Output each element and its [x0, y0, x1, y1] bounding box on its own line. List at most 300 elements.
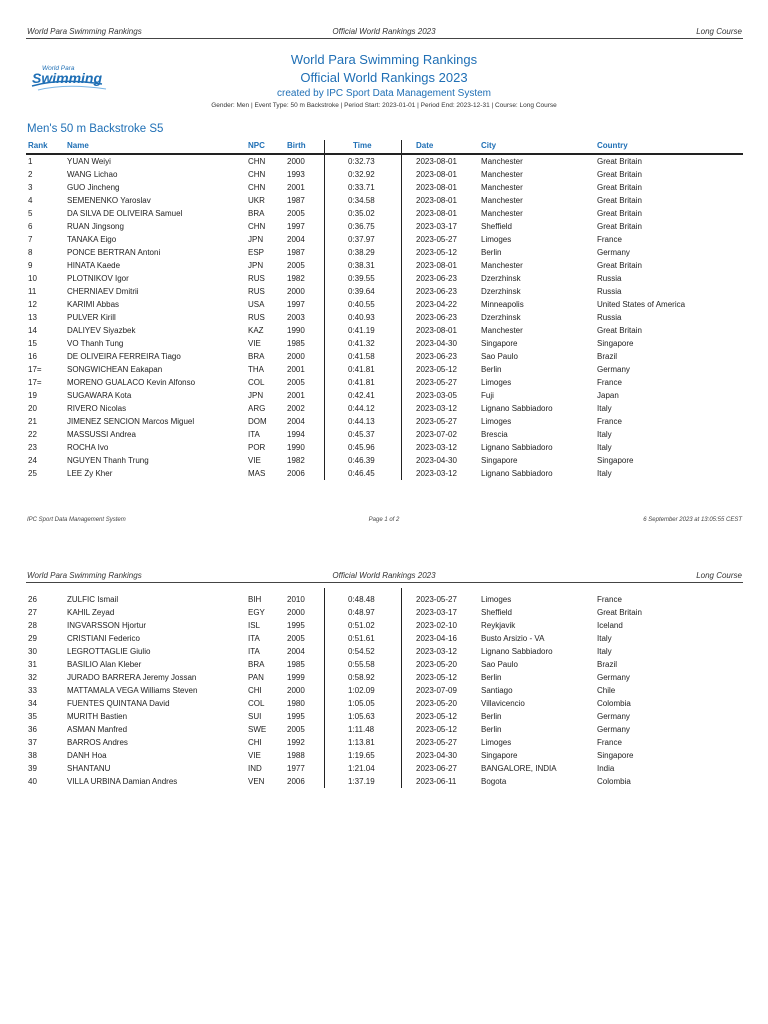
cell-rank: 26: [28, 595, 37, 604]
cell-rank: 24: [28, 456, 37, 465]
cell-date: 2023-05-27: [416, 738, 457, 747]
cell-time: 1:11.48: [348, 725, 375, 734]
cell-country: Italy: [597, 469, 612, 478]
cell-rank: 1: [28, 157, 33, 166]
cell-npc: MAS: [248, 469, 266, 478]
cell-birth: 2006: [287, 469, 305, 478]
cell-npc: SWE: [248, 725, 267, 734]
cell-birth: 1985: [287, 339, 305, 348]
cell-city: Berlin: [481, 365, 502, 374]
cell-city: Brescia: [481, 430, 508, 439]
cell-name: HINATA Kaede: [67, 261, 121, 270]
cell-city: Lignano Sabbiadoro: [481, 404, 553, 413]
cell-time: 0:51.02: [348, 621, 375, 630]
cell-name: DA SILVA DE OLIVEIRA Samuel: [67, 209, 183, 218]
cell-birth: 1994: [287, 430, 305, 439]
cell-country: France: [597, 595, 622, 604]
cell-country: Great Britain: [597, 183, 642, 192]
cell-npc: RUS: [248, 313, 265, 322]
cell-npc: BRA: [248, 660, 265, 669]
cell-birth: 2000: [287, 608, 305, 617]
cell-npc: ITA: [248, 430, 260, 439]
cell-name: RUAN Jingsong: [67, 222, 124, 231]
cell-birth: 1977: [287, 764, 305, 773]
cell-name: SUGAWARA Kota: [67, 391, 132, 400]
cell-npc: VIE: [248, 456, 261, 465]
logo-line1: World Para: [42, 65, 75, 72]
cell-rank: 3: [28, 183, 33, 192]
cell-name: SONGWICHEAN Eakapan: [67, 365, 163, 374]
cell-npc: RUS: [248, 287, 265, 296]
cell-name: YUAN Weiyi: [67, 157, 111, 166]
cell-birth: 1992: [287, 738, 305, 747]
cell-city: Dzerzhinsk: [481, 313, 521, 322]
cell-country: India: [597, 764, 615, 773]
cell-time: 0:39.64: [348, 287, 375, 296]
cell-rank: 17=: [28, 378, 42, 387]
cell-date: 2023-06-11: [416, 777, 457, 786]
page2-header-center: Official World Rankings 2023: [332, 571, 436, 580]
col-date: Date: [416, 141, 434, 150]
cell-rank: 13: [28, 313, 37, 322]
cell-country: Russia: [597, 287, 622, 296]
cell-npc: JPN: [248, 261, 264, 270]
cell-date: 2023-06-27: [416, 764, 457, 773]
cell-rank: 30: [28, 647, 37, 656]
cell-birth: 2006: [287, 777, 305, 786]
cell-city: Singapore: [481, 339, 518, 348]
cell-birth: 1997: [287, 222, 305, 231]
page2-header-left: World Para Swimming Rankings: [27, 571, 142, 580]
vsep-time-right-p1: [401, 140, 402, 480]
cell-date: 2023-02-10: [416, 621, 457, 630]
cell-country: Germany: [597, 712, 630, 721]
cell-rank: 29: [28, 634, 37, 643]
cell-city: Bogota: [481, 777, 507, 786]
event-title: Men's 50 m Backstroke S5: [27, 123, 164, 135]
cell-npc: BRA: [248, 209, 265, 218]
cell-birth: 2002: [287, 404, 305, 413]
cell-time: 0:40.55: [348, 300, 375, 309]
cell-npc: VIE: [248, 751, 261, 760]
cell-name: DANH Hoa: [67, 751, 107, 760]
cell-npc: ITA: [248, 647, 260, 656]
cell-country: Russia: [597, 274, 622, 283]
cell-city: Lignano Sabbiadoro: [481, 647, 553, 656]
cell-date: 2023-03-17: [416, 222, 457, 231]
col-name: Name: [67, 141, 89, 150]
cell-country: Italy: [597, 404, 612, 413]
cell-npc: PAN: [248, 673, 264, 682]
cell-city: Berlin: [481, 712, 502, 721]
cell-time: 1:37.19: [348, 777, 375, 786]
cell-date: 2023-04-30: [416, 456, 457, 465]
cell-city: Limoges: [481, 378, 512, 387]
page-header-left: World Para Swimming Rankings: [27, 27, 142, 36]
cell-birth: 1982: [287, 274, 305, 283]
cell-time: 0:39.55: [348, 274, 375, 283]
cell-birth: 2001: [287, 365, 305, 374]
cell-city: Limoges: [481, 595, 512, 604]
cell-date: 2023-03-05: [416, 391, 457, 400]
cell-name: BASILIO Alan Kleber: [67, 660, 142, 669]
cell-name: MATTAMALA VEGA Williams Steven: [67, 686, 198, 695]
cell-rank: 28: [28, 621, 37, 630]
cell-birth: 2004: [287, 417, 305, 426]
cell-birth: 2005: [287, 725, 305, 734]
cell-country: Great Britain: [597, 608, 642, 617]
cell-npc: THA: [248, 365, 264, 374]
cell-date: 2023-05-12: [416, 365, 457, 374]
cell-name: DALIYEV Siyazbek: [67, 326, 136, 335]
cell-rank: 31: [28, 660, 37, 669]
cell-city: Reykjavik: [481, 621, 516, 630]
cell-country: France: [597, 417, 622, 426]
cell-rank: 25: [28, 469, 37, 478]
cell-date: 2023-08-01: [416, 157, 457, 166]
cell-birth: 2000: [287, 287, 305, 296]
cell-time: 1:13.81: [348, 738, 375, 747]
cell-city: BANGALORE, INDIA: [481, 764, 557, 773]
cell-npc: ARG: [248, 404, 266, 413]
cell-birth: 2001: [287, 183, 305, 192]
cell-time: 0:41.81: [348, 378, 375, 387]
cell-npc: CHN: [248, 222, 266, 231]
cell-date: 2023-08-01: [416, 261, 457, 270]
cell-name: WANG Lichao: [67, 170, 118, 179]
cell-city: Lignano Sabbiadoro: [481, 443, 553, 452]
cell-city: Fuji: [481, 391, 494, 400]
cell-city: Singapore: [481, 751, 518, 760]
cell-rank: 34: [28, 699, 37, 708]
cell-country: Singapore: [597, 751, 634, 760]
cell-rank: 4: [28, 196, 33, 205]
cell-date: 2023-07-09: [416, 686, 457, 695]
cell-birth: 1995: [287, 621, 305, 630]
cell-country: Japan: [597, 391, 619, 400]
cell-date: 2023-05-12: [416, 248, 457, 257]
vsep-time-left-p1: [324, 140, 325, 480]
cell-npc: BIH: [248, 595, 262, 604]
cell-rank: 37: [28, 738, 37, 747]
cell-date: 2023-05-20: [416, 660, 457, 669]
cell-date: 2023-04-30: [416, 751, 457, 760]
cell-rank: 27: [28, 608, 37, 617]
col-city: City: [481, 141, 497, 150]
cell-country: Italy: [597, 634, 612, 643]
cell-country: Colombia: [597, 699, 631, 708]
cell-date: 2023-05-27: [416, 417, 457, 426]
cell-rank: 20: [28, 404, 37, 413]
cell-name: DE OLIVEIRA FERREIRA Tiago: [67, 352, 181, 361]
cell-city: Lignano Sabbiadoro: [481, 469, 553, 478]
cell-time: 0:35.02: [348, 209, 375, 218]
cell-country: Great Britain: [597, 326, 642, 335]
cell-country: Iceland: [597, 621, 623, 630]
cell-date: 2023-06-23: [416, 274, 457, 283]
cell-country: Italy: [597, 647, 612, 656]
cell-city: Manchester: [481, 196, 523, 205]
cell-npc: COL: [248, 378, 265, 387]
cell-name: MORENO GUALACO Kevin Alfonso: [67, 378, 196, 387]
cell-date: 2023-05-27: [416, 595, 457, 604]
cell-time: 0:41.19: [348, 326, 375, 335]
cell-name: ASMAN Manfred: [67, 725, 128, 734]
col-npc: NPC: [248, 141, 265, 150]
cell-city: Santiago: [481, 686, 513, 695]
cell-birth: 2000: [287, 352, 305, 361]
cell-time: 0:37.97: [348, 235, 375, 244]
cell-city: Berlin: [481, 673, 502, 682]
cell-birth: 2001: [287, 391, 305, 400]
cell-time: 0:51.61: [348, 634, 375, 643]
cell-city: Manchester: [481, 326, 523, 335]
cell-date: 2023-04-22: [416, 300, 457, 309]
cell-name: BARROS Andres: [67, 738, 128, 747]
cell-npc: CHN: [248, 170, 266, 179]
cell-name: VILLA URBINA Damian Andres: [67, 777, 178, 786]
cell-city: Singapore: [481, 456, 518, 465]
cell-city: Limoges: [481, 417, 512, 426]
cell-city: Manchester: [481, 209, 523, 218]
cell-rank: 5: [28, 209, 33, 218]
cell-birth: 2005: [287, 209, 305, 218]
cell-city: Limoges: [481, 738, 512, 747]
cell-time: 0:46.45: [348, 469, 375, 478]
cell-rank: 40: [28, 777, 37, 786]
cell-name: PONCE BERTRAN Antoni: [67, 248, 161, 257]
col-country: Country: [597, 141, 628, 150]
cell-name: KAHIL Zeyad: [67, 608, 115, 617]
cell-date: 2023-08-01: [416, 196, 457, 205]
cell-name: ZULFIC Ismail: [67, 595, 119, 604]
cell-time: 1:05.05: [348, 699, 375, 708]
cell-date: 2023-03-12: [416, 647, 457, 656]
cell-rank: 23: [28, 443, 37, 452]
cell-time: 1:21.04: [348, 764, 375, 773]
cell-time: 0:55.58: [348, 660, 375, 669]
cell-country: Singapore: [597, 456, 634, 465]
cell-date: 2023-05-12: [416, 673, 457, 682]
cell-city: Manchester: [481, 261, 523, 270]
cell-birth: 1988: [287, 751, 305, 760]
cell-country: Singapore: [597, 339, 634, 348]
header-divider: [26, 38, 743, 39]
cell-time: 0:32.73: [348, 157, 375, 166]
cell-time: 0:41.32: [348, 339, 375, 348]
cell-rank: 12: [28, 300, 37, 309]
cell-country: Italy: [597, 443, 612, 452]
cell-time: 0:46.39: [348, 456, 375, 465]
cell-rank: 14: [28, 326, 37, 335]
cell-birth: 2004: [287, 235, 305, 244]
cell-birth: 1987: [287, 196, 305, 205]
cell-date: 2023-08-01: [416, 183, 457, 192]
cell-rank: 10: [28, 274, 37, 283]
cell-npc: UKR: [248, 196, 265, 205]
cell-city: Sao Paulo: [481, 660, 518, 669]
cell-date: 2023-04-16: [416, 634, 457, 643]
cell-date: 2023-03-17: [416, 608, 457, 617]
cell-time: 0:44.12: [348, 404, 375, 413]
cell-npc: BRA: [248, 352, 265, 361]
cell-country: Germany: [597, 673, 630, 682]
cell-name: CRISTIANI Federico: [67, 634, 140, 643]
logo-line2: Swimming: [32, 70, 103, 86]
cell-country: Chile: [597, 686, 616, 695]
cell-city: Sheffield: [481, 608, 512, 617]
cell-birth: 1990: [287, 443, 305, 452]
cell-date: 2023-03-12: [416, 404, 457, 413]
cell-rank: 9: [28, 261, 33, 270]
cell-npc: SUI: [248, 712, 262, 721]
cell-npc: ISL: [248, 621, 261, 630]
cell-time: 0:48.48: [348, 595, 375, 604]
cell-npc: USA: [248, 300, 265, 309]
cell-name: JIMENEZ SENCION Marcos Miguel: [67, 417, 195, 426]
cell-birth: 2005: [287, 634, 305, 643]
cell-birth: 1995: [287, 712, 305, 721]
cell-country: France: [597, 235, 622, 244]
cell-city: Minneapolis: [481, 300, 524, 309]
cell-rank: 38: [28, 751, 37, 760]
cell-rank: 35: [28, 712, 37, 721]
cell-country: Germany: [597, 725, 630, 734]
cell-rank: 8: [28, 248, 33, 257]
col-time: Time: [353, 141, 372, 150]
doc-params: Gender: Men | Event Type: 50 m Backstroke | Period Start: 2023-01-01 | Period End: 2023-12-31 | Course: Long Course: [211, 102, 557, 109]
cell-rank: 32: [28, 673, 37, 682]
cell-npc: CHI: [248, 738, 262, 747]
cell-name: TANAKA Eigo: [67, 235, 117, 244]
cell-name: VO Thanh Tung: [67, 339, 124, 348]
cell-name: FUENTES QUINTANA David: [67, 699, 170, 708]
cell-npc: CHN: [248, 157, 266, 166]
cell-date: 2023-05-27: [416, 235, 457, 244]
cell-date: 2023-04-30: [416, 339, 457, 348]
cell-city: Berlin: [481, 725, 502, 734]
cell-name: INGVARSSON Hjortur: [67, 621, 146, 630]
cell-name: ROCHA Ivo: [67, 443, 109, 452]
cell-npc: CHI: [248, 686, 262, 695]
cell-name: NGUYEN Thanh Trung: [67, 456, 149, 465]
cell-date: 2023-06-23: [416, 352, 457, 361]
cell-npc: VEN: [248, 777, 265, 786]
cell-country: Great Britain: [597, 222, 642, 231]
cell-birth: 1990: [287, 326, 305, 335]
cell-birth: 1997: [287, 300, 305, 309]
cell-time: 0:40.93: [348, 313, 375, 322]
cell-birth: 1985: [287, 660, 305, 669]
cell-name: PULVER Kirill: [67, 313, 116, 322]
cell-birth: 2003: [287, 313, 305, 322]
cell-name: SEMENENKO Yaroslav: [67, 196, 151, 205]
cell-country: Great Britain: [597, 157, 642, 166]
page-header-right: Long Course: [696, 27, 742, 36]
cell-rank: 39: [28, 764, 37, 773]
cell-city: Berlin: [481, 248, 502, 257]
cell-time: 1:02.09: [348, 686, 375, 695]
col-rank: Rank: [28, 141, 48, 150]
cell-time: 0:33.71: [348, 183, 375, 192]
cell-date: 2023-08-01: [416, 209, 457, 218]
cell-date: 2023-05-12: [416, 725, 457, 734]
page-header-center: Official World Rankings 2023: [332, 27, 436, 36]
cell-country: Russia: [597, 313, 622, 322]
footer-timestamp: 6 September 2023 at 13:05:55 CEST: [643, 517, 742, 523]
cell-name: JURADO BARRERA Jeremy Jossan: [67, 673, 197, 682]
cell-country: Germany: [597, 248, 630, 257]
cell-birth: 2010: [287, 595, 305, 604]
cell-npc: ITA: [248, 634, 260, 643]
cell-city: Dzerzhinsk: [481, 274, 521, 283]
cell-birth: 2005: [287, 378, 305, 387]
cell-time: 0:45.96: [348, 443, 375, 452]
cell-city: Limoges: [481, 235, 512, 244]
cell-name: KARIMI Abbas: [67, 300, 120, 309]
cell-name: PLOTNIKOV Igor: [67, 274, 129, 283]
cell-date: 2023-03-12: [416, 469, 457, 478]
cell-name: MASSUSSI Andrea: [67, 430, 136, 439]
cell-npc: JPN: [248, 235, 264, 244]
cell-rank: 36: [28, 725, 37, 734]
cell-city: Dzerzhinsk: [481, 287, 521, 296]
doc-created-by: created by IPC Sport Data Management System: [277, 88, 491, 99]
col-birth: Birth: [287, 141, 306, 150]
cell-npc: RUS: [248, 274, 265, 283]
cell-time: 0:34.58: [348, 196, 375, 205]
cell-time: 0:41.81: [348, 365, 375, 374]
cell-date: 2023-05-27: [416, 378, 457, 387]
cell-city: Busto Arsizio - VA: [481, 634, 545, 643]
cell-country: Brazil: [597, 352, 618, 361]
cell-name: LEE Zy Kher: [67, 469, 113, 478]
cell-rank: 17=: [28, 365, 42, 374]
cell-name: RIVERO Nicolas: [67, 404, 127, 413]
cell-city: Manchester: [481, 183, 523, 192]
cell-time: 0:44.13: [348, 417, 375, 426]
cell-date: 2023-08-01: [416, 326, 457, 335]
cell-country: Brazil: [597, 660, 618, 669]
table-header-rule: [26, 153, 743, 155]
cell-time: 0:38.31: [348, 261, 375, 270]
cell-npc: EGY: [248, 608, 265, 617]
cell-city: Manchester: [481, 157, 523, 166]
cell-rank: 6: [28, 222, 33, 231]
cell-npc: COL: [248, 699, 265, 708]
cell-birth: 1987: [287, 248, 305, 257]
cell-npc: DOM: [248, 417, 267, 426]
page2-header-divider: [26, 582, 743, 583]
cell-city: Manchester: [481, 170, 523, 179]
cell-time: 0:58.92: [348, 673, 375, 682]
cell-rank: 19: [28, 391, 37, 400]
cell-birth: 1993: [287, 170, 305, 179]
cell-time: 0:38.29: [348, 248, 375, 257]
cell-rank: 7: [28, 235, 33, 244]
cell-birth: 2004: [287, 647, 305, 656]
cell-rank: 2: [28, 170, 33, 179]
cell-npc: VIE: [248, 339, 261, 348]
cell-npc: KAZ: [248, 326, 264, 335]
cell-rank: 11: [28, 287, 37, 296]
cell-time: 1:05.63: [348, 712, 375, 721]
cell-birth: 1980: [287, 699, 305, 708]
cell-time: 0:54.52: [348, 647, 375, 656]
cell-date: 2023-08-01: [416, 170, 457, 179]
footer-page: Page 1 of 2: [368, 517, 400, 523]
cell-npc: ESP: [248, 248, 265, 257]
